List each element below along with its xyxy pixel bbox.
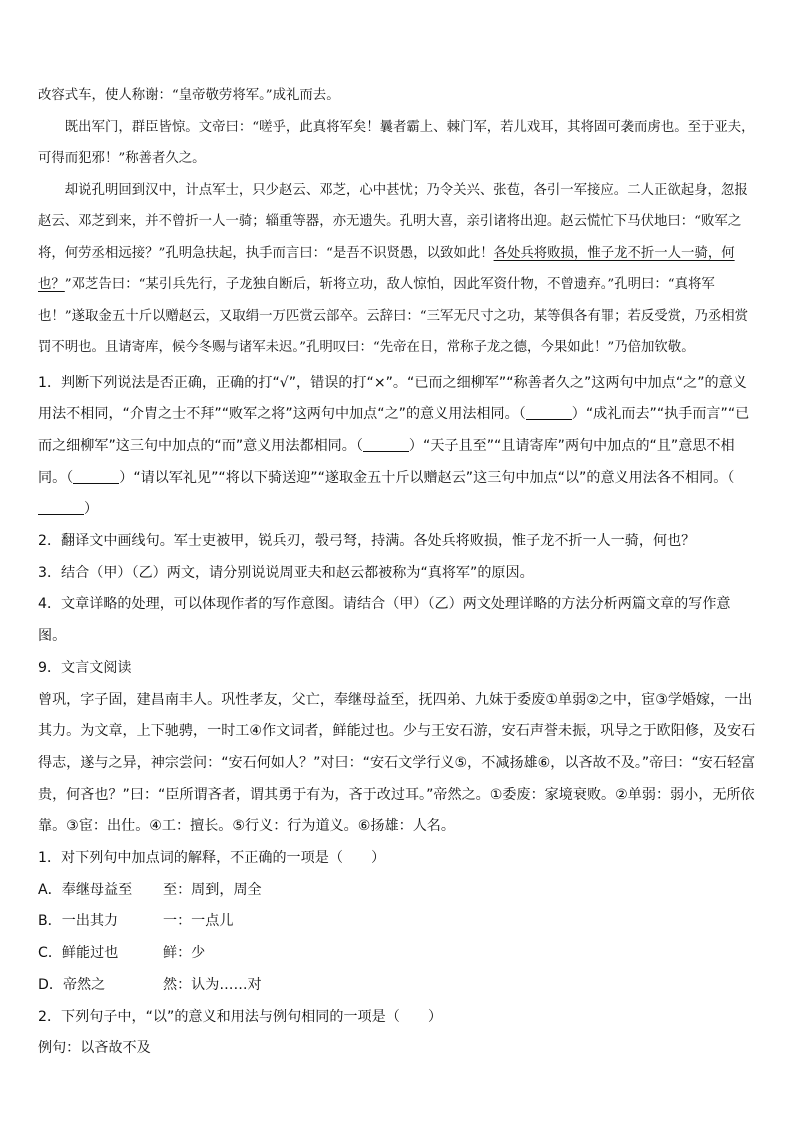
question-text: 1．判断下列说法是否正确，正确的打“√”，错误的打“×”。“已而之细柳军”“称善者久之”这两句中加点“之”的意义用法不相同，“介胄之士不拜”“败军之将”这两句中加点“之”的意义用法相同。（ [38, 374, 747, 423]
document-page [38, 80, 758, 1065]
passage-text: ”邓芝告曰：“某引兵先行，子龙独自断后，斩将立功，敌人惊怕，因此军资什物，不曾遗弃。”孔明曰：“真将军也！”遂取金五十斤以赠赵云，又取绢一万匹赏云部卒。云辞曰：“三军无尺寸之功，某等俱各有罪；若反受赏，乃丞相赏罚不明也。且请寄库，候今冬赐与诸军未迟。”孔明叹曰：“先帝在日，常称子龙之德，今果如此！”乃倍加钦敬。 [38, 277, 748, 355]
option-label: B．一出其力 [38, 913, 119, 930]
answer-blank[interactable] [38, 500, 84, 515]
option-label: C．鲜能过也 [38, 945, 119, 962]
question-2: 2．翻译文中画线句。军士吏被甲，锐兵刃，彀弓弩，持满。各处兵将败损，惟子龙不折一人一骑，何也？ [38, 533, 696, 550]
underlined-sentence: 各处兵将败损，惟子龙不折一人一骑，何也？ [38, 245, 735, 292]
section-9-question-1: 1．对下列句中加点词的解释，不正确的一项是（ ） [38, 850, 386, 867]
section-9-question-2: 2．下列句子中，“以”的意义和用法与例句相同的一项是（ ） [38, 1008, 443, 1025]
question-text: ） [84, 501, 99, 518]
question-1 [38, 368, 758, 527]
option-gloss: 然：认为……对 [163, 976, 262, 993]
passage-paragraph-3 [38, 175, 758, 364]
option-a[interactable] [38, 875, 758, 907]
passage-b [38, 80, 758, 364]
question-3: 3．结合（甲）（乙）两文，请分别说说周亚夫和赵云都被称为“真将军”的原因。 [38, 564, 534, 581]
option-d[interactable] [38, 970, 758, 1002]
section-9-heading: 9．文言文阅读 [38, 659, 132, 676]
question-text: ）“天子且至”“且请寄库”两句中加点的“且”意思不相同。（ [38, 437, 735, 486]
answer-blank[interactable] [73, 469, 119, 484]
questions [38, 368, 758, 1065]
answer-blank[interactable] [526, 405, 572, 420]
passage-paragraph-1: 改容式车，使人称谢：“皇帝敬劳将军。”成礼而去。 [38, 88, 340, 103]
option-b[interactable] [38, 906, 758, 938]
option-c[interactable] [38, 938, 758, 970]
option-gloss: 一：一点儿 [163, 913, 234, 930]
section-9-passage: 曾巩，字子固，建昌南丰人。巩性孝友，父亡，奉继母益至，抚四弟、九妹于委废①单弱②之中，宦③学婚嫁，一出其力。为文章，上下驰骋，一时工④作文词者，鲜能过也。少与王安石游，安石声誉未振，巩导之于欧阳修，及安石得志，遂与之异，神宗尝问：“安石何如人？”对曰：“安石文学行义⑤，不减扬雄⑥，以吝故不及。”帝曰：“安石轻富贵，何吝也？”曰：“臣所谓吝者，谓其勇于有为，吝于改过耳。”帝然之。①委废：家境衰败。②单弱：弱小，无所依靠。③宦：出仕。④工：擅长。⑤行义：行为道义。⑥扬雄：人名。 [38, 691, 756, 835]
option-gloss: 鲜：少 [163, 945, 206, 962]
answer-blank[interactable] [363, 437, 409, 452]
question-4: 4．文章详略的处理，可以体现作者的写作意图。请结合（甲）（乙）两文处理详略的方法分析两篇文章的写作意图。 [38, 596, 731, 645]
passage-paragraph-2: 既出军门，群臣皆惊。文帝曰：“嗟乎，此真将军矣！曩者霸上、棘门军，若儿戏耳，其将固可袭而虏也。至于亚夫，可得而犯邪！”称善者久之。 [38, 119, 755, 166]
option-gloss: 至：周到，周全 [163, 881, 262, 898]
option-label: D．帝然之 [38, 976, 106, 993]
option-label: A．奉继母益至 [38, 881, 133, 898]
question-text: ）“请以军礼见”“将以下骑送迎”“遂取金五十斤以赠赵云”这三句中加点“以”的意义用法各不相同。（ [119, 469, 735, 486]
question-text: ）“成礼而去”“执手而言”“已而之细柳军”这三句中加点的“而”意义用法都相同。（ [38, 406, 750, 454]
passage-text: 却说孔明回到汉中，计点军士，只少赵云、邓芝，心中甚忧；乃令关兴、张苞，各引一军接应。二人正欲起身，忽报赵云、邓芝到来，并不曾折一人一骑；辎重等器，亦无遗失。孔明大喜，亲引诸将出迎。赵云慌忙下马伏地曰：“败军之将，何劳丞相远接？”孔明急扶起，执手而言曰：“是吾不识贤愚，以致如此！ [38, 182, 748, 261]
example-sentence: 例句：以吝故不及 [38, 1040, 151, 1057]
